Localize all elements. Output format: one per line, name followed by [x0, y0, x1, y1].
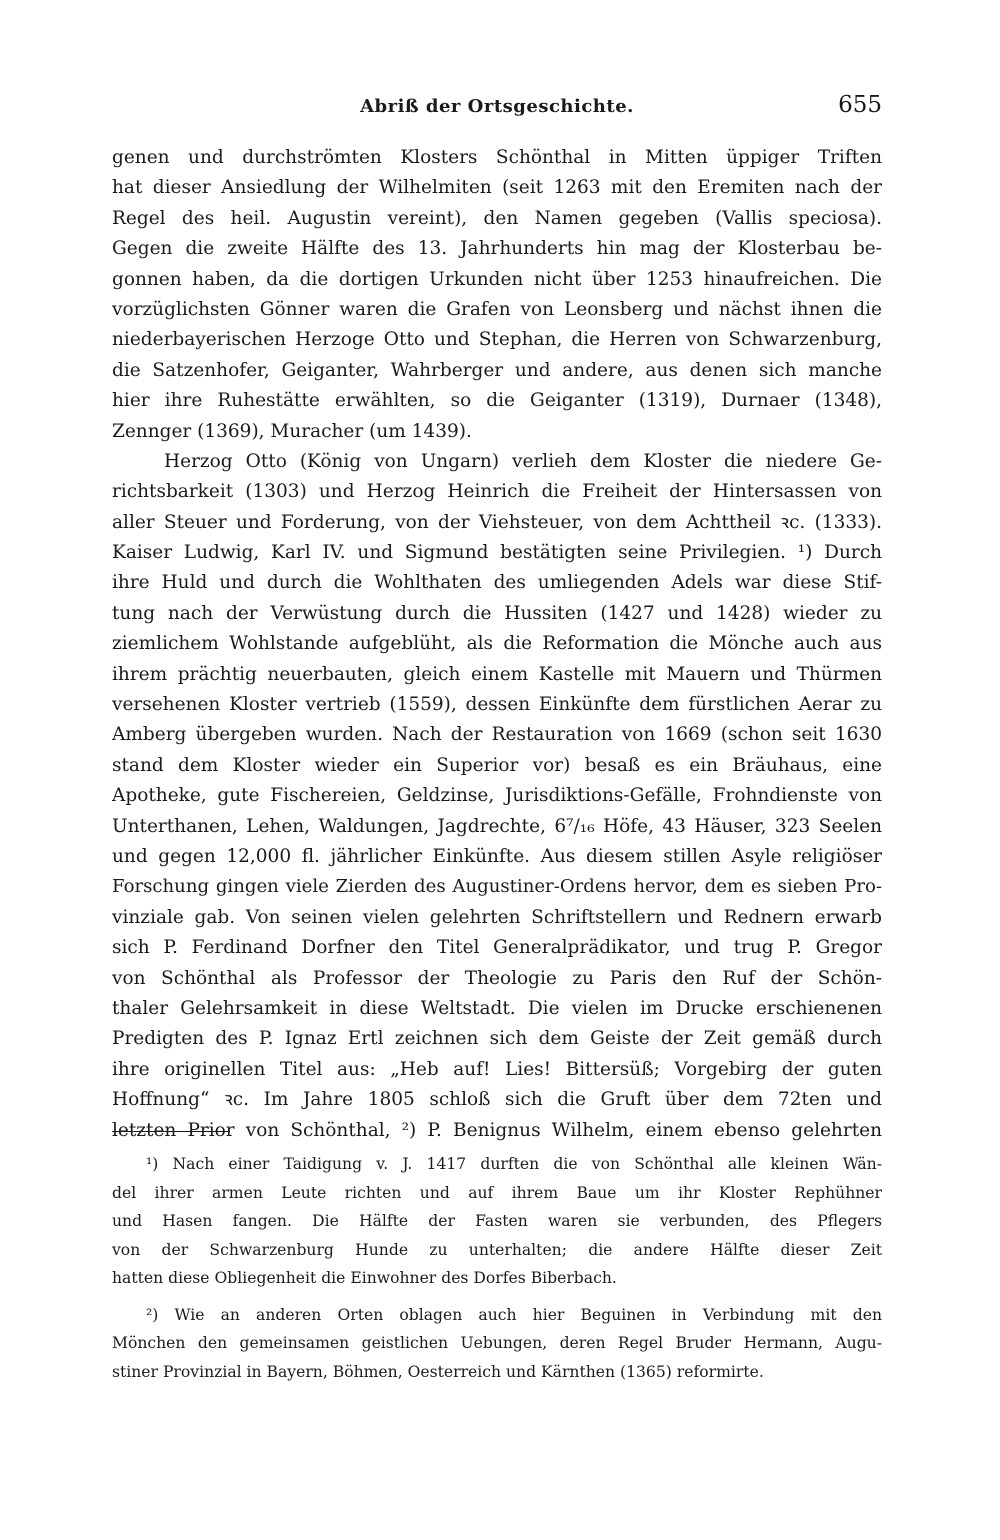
text-line: Regel des heil. Augustin vereint), den Namen gegeben (Vallis speciosa). — [112, 207, 882, 229]
text-line: sich P. Ferdinand Dorfner den Titel Generalprädikator, und trug P. Gregor — [112, 937, 882, 959]
footnote-line: von der Schwarzenburg Hunde zu unterhalten; die andere Hälfte dieser Zeit — [112, 1240, 882, 1259]
main-text — [112, 143, 882, 1146]
text-line: hier ihre Ruhestätte erwählten, so die Geiganter (1319), Durnaer (1348), — [112, 390, 882, 412]
text-line: thaler Gelehrsamkeit in diese Weltstadt. Die vielen im Drucke erschienenen — [112, 997, 882, 1019]
text-line: Predigten des P. Ignaz Ertl zeichnen sich dem Geiste der Zeit gemäß durch — [112, 1028, 882, 1050]
footnote-line: hatten diese Obliegenheit die Einwohner des Dorfes Biberbach. — [112, 1269, 617, 1287]
text-line: Apotheke, gute Fischereien, Geldzinse, Jurisdiktions-Gefälle, Frohndienste von — [112, 785, 882, 807]
text-line: Hoffnung“ ꝛc. Im Jahre 1805 schloß sich die Gruft über dem 72ten und — [112, 1089, 882, 1111]
footnote-line: Mönchen den gemeinsamen geistlichen Uebungen, deren Regel Bruder Hermann, Augu- — [112, 1334, 882, 1352]
text-line: Gegen die zweite Hälfte des 13. Jahrhunderts hin mag der Klosterbau be- — [112, 238, 882, 260]
text-line: genen und durchströmten Klosters Schönthal in Mitten üppiger Triften — [112, 147, 882, 168]
footnote-line: ¹) Nach einer Taidigung v. J. 1417 durften die von Schönthal alle kleinen Wän- — [146, 1155, 882, 1173]
text-line: versehenen Kloster vertrieb (1559), dessen Einkünfte dem fürstlichen Aerar zu — [112, 694, 882, 716]
footnote-1 — [112, 1150, 882, 1293]
text-line: ihrem prächtig neuerbauten, gleich einem Kastelle mit Mauern und Thürmen — [112, 663, 882, 685]
text-line: richtsbarkeit (1303) und Herzog Heinrich die Freiheit der Hintersassen von — [112, 481, 882, 503]
text-line: vorzüglichsten Gönner waren die Grafen von Leonsberg und nächst ihnen die — [112, 298, 882, 320]
footnote-line: und Hasen fangen. Die Hälfte der Fasten waren sie verbunden, des Pflegers — [112, 1212, 882, 1230]
text-line: stand dem Kloster wieder ein Superior vor) besaß es ein Bräuhaus, eine — [112, 754, 882, 776]
page-number: 655 — [838, 92, 882, 118]
footnote-2 — [112, 1301, 882, 1387]
text-line: die Satzenhofer, Geiganter, Wahrberger und andere, aus denen sich manche — [112, 359, 882, 381]
text-line: Amberg übergeben wurden. Nach der Restauration von 1669 (schon seit 1630 — [112, 724, 882, 746]
footnote-line: ²) Wie an anderen Orten oblagen auch hier Beguinen in Verbindung mit den — [146, 1305, 882, 1324]
text-line: gonnen haben, da die dortigen Urkunden nicht über 1253 hinaufreichen. Die — [112, 268, 882, 290]
text-line: Unterthanen, Lehen, Waldungen, Jagdrechte, 6⁷/₁₆ Höfe, 43 Häuser, 323 Seelen — [112, 815, 882, 837]
text-line: Kaiser Ludwig, Karl IV. und Sigmund bestätigten seine Privilegien. ¹) Durch — [112, 542, 882, 564]
text-line: tung nach der Verwüstung durch die Hussiten (1427 und 1428) wieder zu — [112, 602, 882, 624]
text-line: niederbayerischen Herzoge Otto und Stephan, die Herren von Schwarzenburg, — [112, 329, 882, 351]
text-line: von Schönthal als Professor der Theologie zu Paris den Ruf der Schön- — [112, 967, 882, 989]
running-head — [112, 92, 882, 128]
text-line: Herzog Otto (König von Ungarn) verlieh dem Kloster die niedere Ge- — [164, 450, 882, 472]
running-title: Abriß der Ortsgeschichte. — [360, 96, 634, 117]
text-line: Zennger (1369), Muracher (um 1439). — [112, 420, 472, 442]
text-line: letzten Prior von Schönthal, ²) P. Benignus Wilhelm, einem ebenso gelehrten — [112, 1119, 882, 1141]
text-line: hat dieser Ansiedlung der Wilhelmiten (seit 1263 mit den Eremiten nach der — [112, 177, 882, 199]
text-line: und gegen 12,000 fl. jährlicher Einkünfte. Aus diesem stillen Asyle religiöser — [112, 845, 882, 867]
footnote-spacer — [112, 1293, 882, 1301]
footnote-line: stiner Provinzial in Bayern, Böhmen, Oesterreich und Kärnthen (1365) reformirte. — [112, 1362, 764, 1381]
text-line: vinziale gab. Von seinen vielen gelehrten Schriftstellern und Rednern erwarb — [112, 906, 882, 928]
footnote-divider — [112, 1131, 230, 1132]
text-line: ziemlichem Wohlstande aufgeblüht, als die Reformation die Mönche auch aus — [112, 633, 882, 655]
footnotes — [112, 1150, 882, 1386]
footnote-line: del ihrer armen Leute richten und auf ihrem Baue um ihr Kloster Rephühner — [112, 1183, 882, 1202]
text-line: ihre Huld und durch die Wohlthaten des umliegenden Adels war diese Stif- — [112, 572, 882, 594]
text-line: ihre originellen Titel aus: „Heb auf! Lies! Bittersüß; Vorgebirg der guten — [112, 1058, 882, 1080]
text-line: Forschung gingen viele Zierden des Augustiner-Ordens hervor, dem es sieben Pro- — [112, 876, 882, 898]
text-line: aller Steuer und Forderung, von der Viehsteuer, von dem Achttheil ꝛc. (1333). — [112, 511, 882, 533]
